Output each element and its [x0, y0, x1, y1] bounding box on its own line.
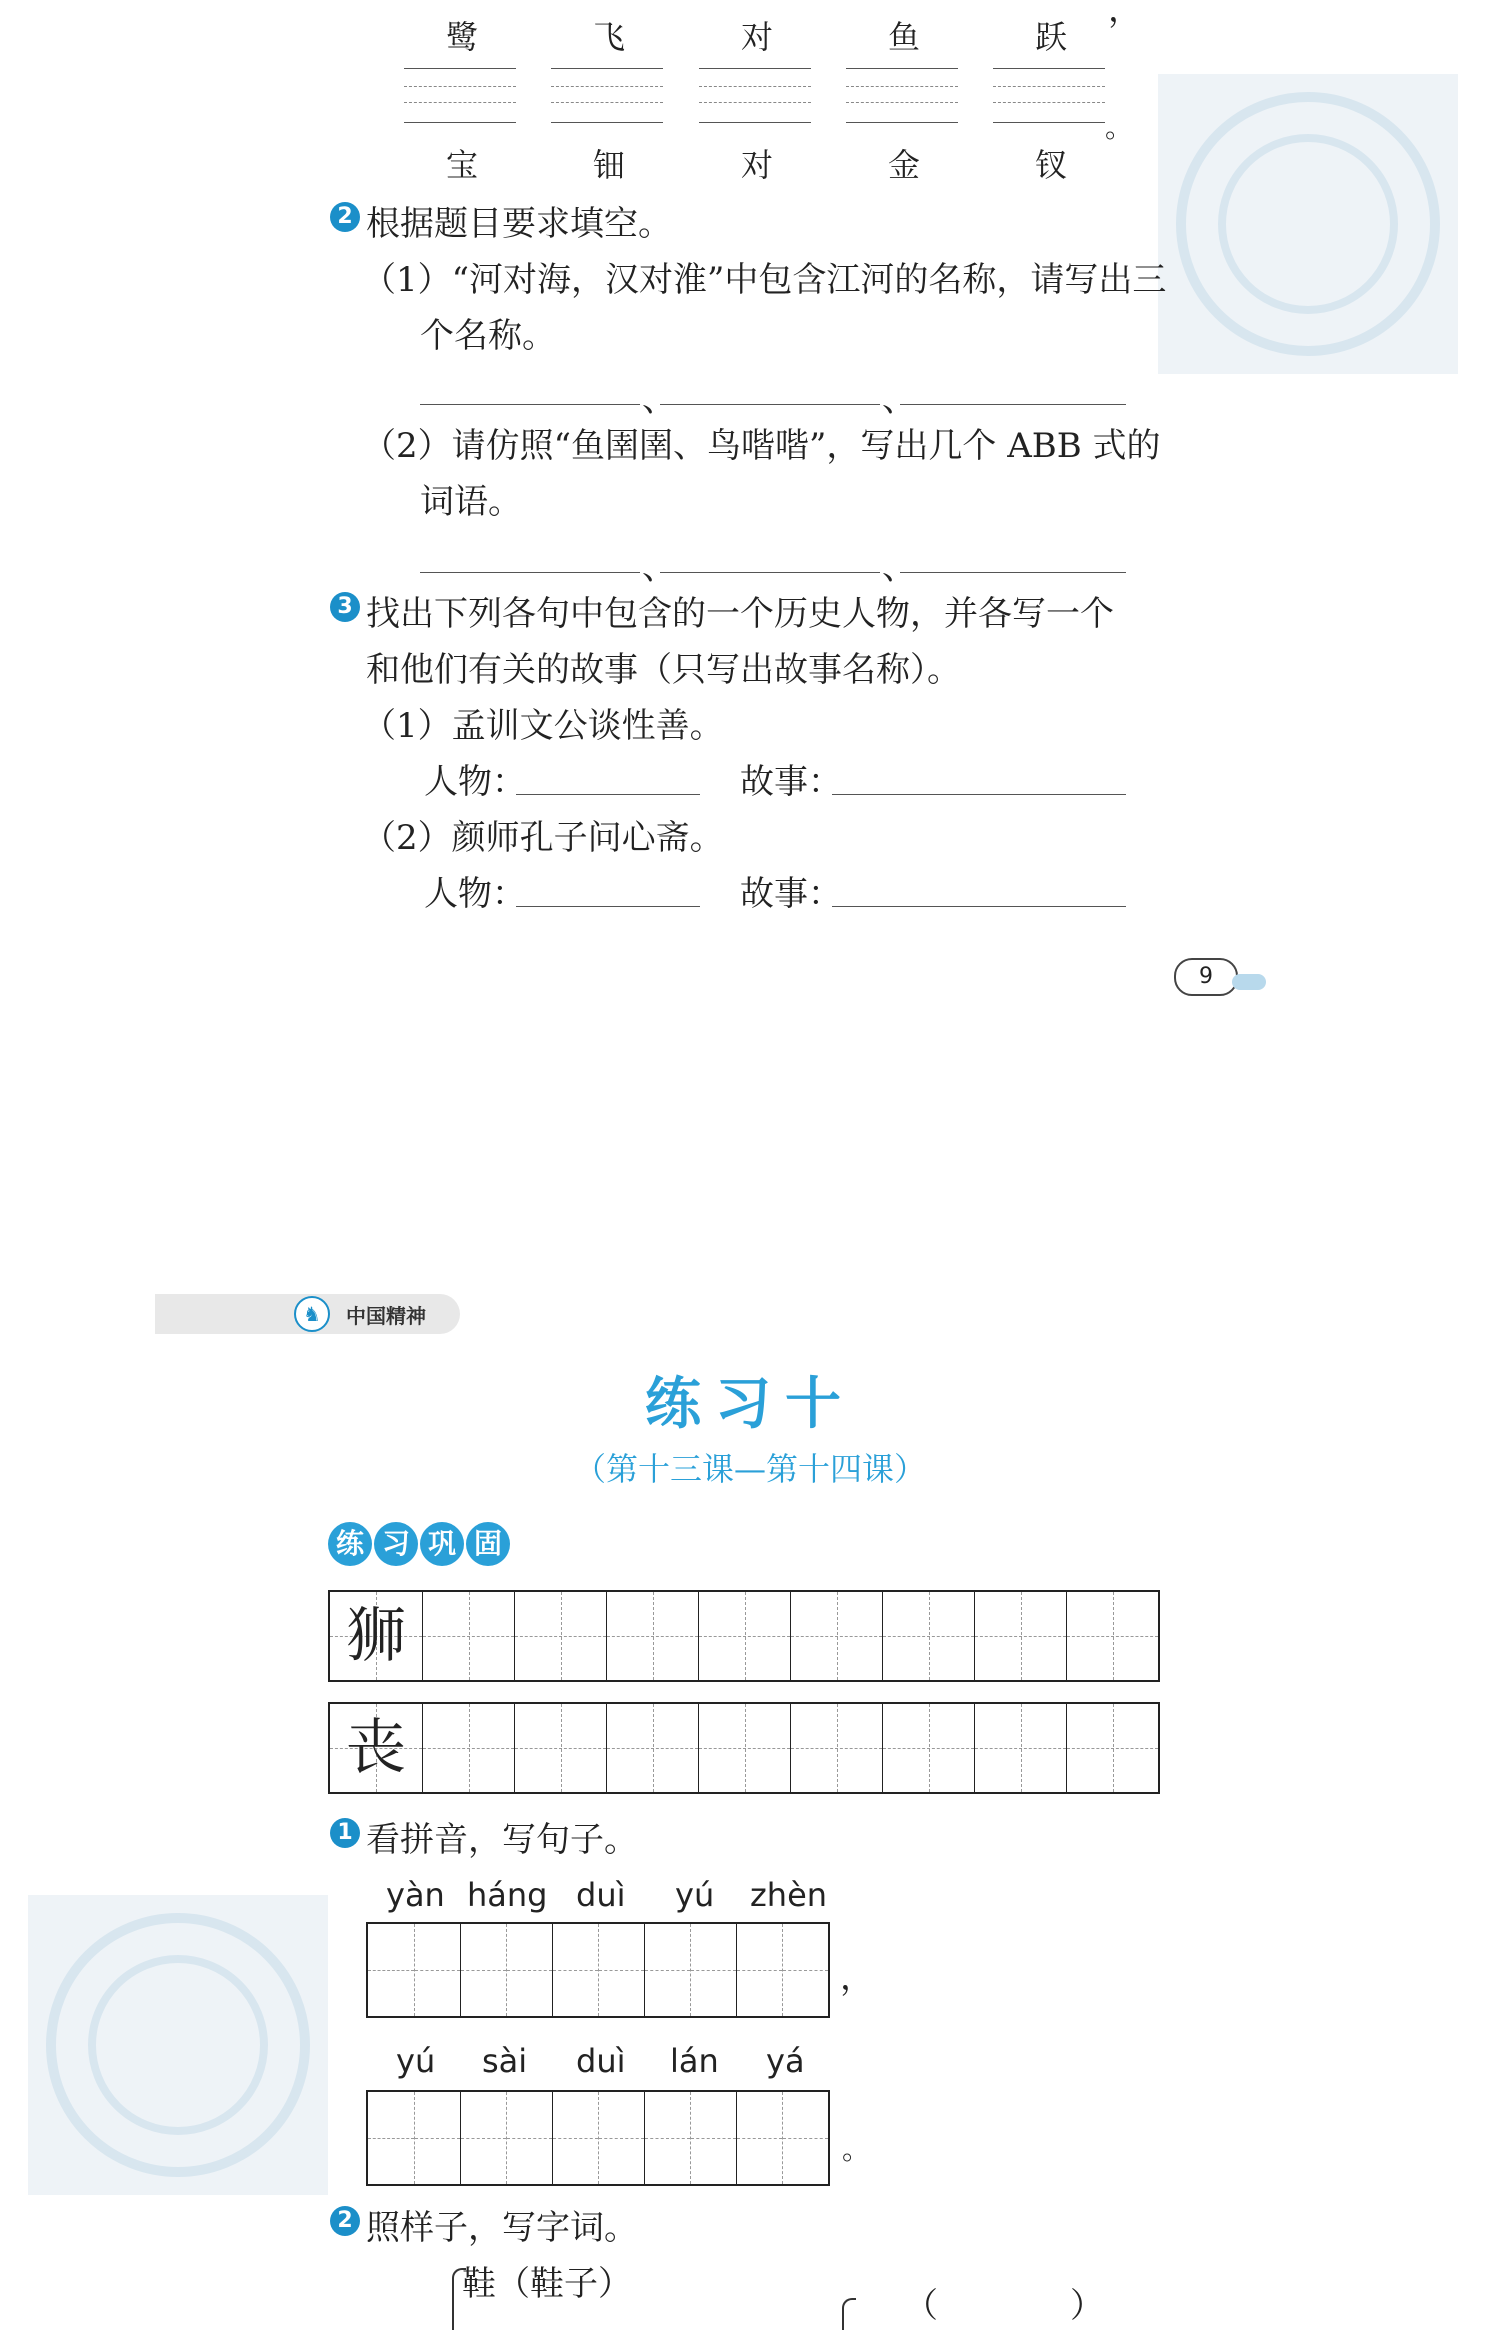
watermark-seal-bottom — [28, 1895, 328, 2195]
sentence-grid-2[interactable] — [366, 2090, 830, 2186]
model-char-2: 丧 — [346, 1713, 406, 1783]
question-3-sentence-2: （2）颜师孔子问心斋。 — [362, 818, 724, 858]
question-2-part1-line1: （1）“河对海，汉对淮”中包含江河的名称，请写出三 — [362, 260, 1167, 300]
badge-char-4: 固 — [466, 1522, 510, 1566]
lesson-subtitle: （第十三课—第十四课） — [573, 1450, 926, 1488]
question-number-1: 1 — [330, 1818, 360, 1848]
sentence-comma: ， — [840, 1958, 874, 1998]
page-number-badge — [1174, 958, 1238, 996]
grid-cell-model — [330, 1704, 422, 1792]
question-2-title: 根据题目要求填空。 — [366, 204, 672, 244]
badge-char-2: 习 — [374, 1522, 418, 1566]
answer-line-2-1a[interactable] — [420, 404, 640, 405]
question-2-part2-line2: 词语。 — [420, 482, 522, 522]
pinyin-2-2: sài — [482, 2042, 528, 2080]
person-answer-1[interactable] — [516, 794, 700, 795]
answer-paren-open: （ — [904, 2286, 938, 2326]
story-label-1: 故事： — [740, 762, 842, 802]
answer-line-2-2c[interactable] — [900, 572, 1126, 573]
horse-icon: ♞ — [294, 1296, 330, 1332]
separator: 、 — [642, 380, 676, 420]
pinyin-1-5: zhèn — [750, 1876, 828, 1914]
pinyin-1-1: yàn — [386, 1876, 445, 1914]
brace-right — [842, 2298, 856, 2330]
sentence-grid-1[interactable] — [366, 1922, 830, 2018]
pinyin-1-2: háng — [467, 1876, 548, 1914]
answer-line-2-1c[interactable] — [900, 404, 1126, 405]
top-period: 。 — [1105, 111, 1134, 144]
question-3-title-line1: 找出下列各句中包含的一个历史人物，并各写一个 — [366, 594, 1114, 634]
answer-line-2-2a[interactable] — [420, 572, 640, 573]
cloud-icon — [1232, 974, 1266, 990]
question-2b-title: 照样子，写字词。 — [366, 2208, 638, 2248]
header-tag: 中国精神 — [346, 1304, 426, 1328]
lesson-title: 练习十 — [645, 1372, 855, 1437]
pinyin-2-1: yú — [396, 2042, 436, 2080]
practice-grid-1[interactable] — [328, 1590, 1160, 1682]
pinyin-2-3: duì — [576, 2042, 626, 2080]
pinyin-2-4: lán — [670, 2042, 719, 2080]
pinyin-1-3: duì — [576, 1876, 626, 1914]
answer-line-2-1b[interactable] — [660, 404, 880, 405]
story-label-2: 故事： — [740, 874, 842, 914]
badge-char-1: 练 — [328, 1522, 372, 1566]
char-bottom-2: 钿 — [592, 146, 625, 184]
question-number-2: 2 — [330, 202, 360, 232]
separator: 、 — [882, 548, 916, 588]
char-bottom-1: 宝 — [445, 146, 478, 184]
pinyin-1-4: yú — [675, 1876, 715, 1914]
watermark-seal-top — [1158, 74, 1458, 374]
char-bottom-5: 钗 — [1034, 146, 1067, 184]
pinyin-2-5: yá — [766, 2042, 805, 2080]
answer-line-2-2b[interactable] — [660, 572, 880, 573]
char-bottom-4: 金 — [887, 146, 920, 184]
question-3-title-line2: 和他们有关的故事（只写出故事名称）。 — [366, 650, 961, 690]
char-bottom-3: 对 — [740, 146, 773, 184]
answer-paren-close: ） — [1070, 2286, 1104, 2326]
char-top-2: 飞 — [592, 18, 625, 56]
question-number-2b: 2 — [330, 2206, 360, 2236]
question-1-title: 看拼音，写句子。 — [366, 1820, 638, 1860]
model-char-1: 狮 — [346, 1601, 406, 1671]
char-top-1: 鹭 — [445, 18, 478, 56]
char-top-3: 对 — [740, 18, 773, 56]
question-2-part1-line2: 个名称。 — [420, 316, 556, 356]
person-label-1: 人物： — [424, 762, 526, 802]
example-word: 鞋（鞋子） — [462, 2264, 632, 2304]
story-answer-1[interactable] — [832, 794, 1126, 795]
person-answer-2[interactable] — [516, 906, 700, 907]
person-label-2: 人物： — [424, 874, 526, 914]
separator: 、 — [642, 548, 676, 588]
top-comma: ， — [1108, 0, 1142, 30]
separator: 、 — [882, 380, 916, 420]
question-2-part2-line1: （2）请仿照“鱼圉圉、鸟喈喈”，写出几个 ABB 式的 — [362, 426, 1161, 466]
page-number: 9 — [1199, 964, 1213, 989]
question-3-sentence-1: （1）孟训文公谈性善。 — [362, 706, 724, 746]
sentence-period: 。 — [842, 2133, 871, 2166]
char-top-4: 鱼 — [887, 18, 920, 56]
question-number-3: 3 — [330, 592, 360, 622]
grid-cell-model — [330, 1592, 422, 1680]
section-badge — [328, 1522, 510, 1566]
badge-char-3: 巩 — [420, 1522, 464, 1566]
practice-grid-2[interactable] — [328, 1702, 1160, 1794]
story-answer-2[interactable] — [832, 906, 1126, 907]
char-top-5: 跃 — [1034, 18, 1067, 56]
